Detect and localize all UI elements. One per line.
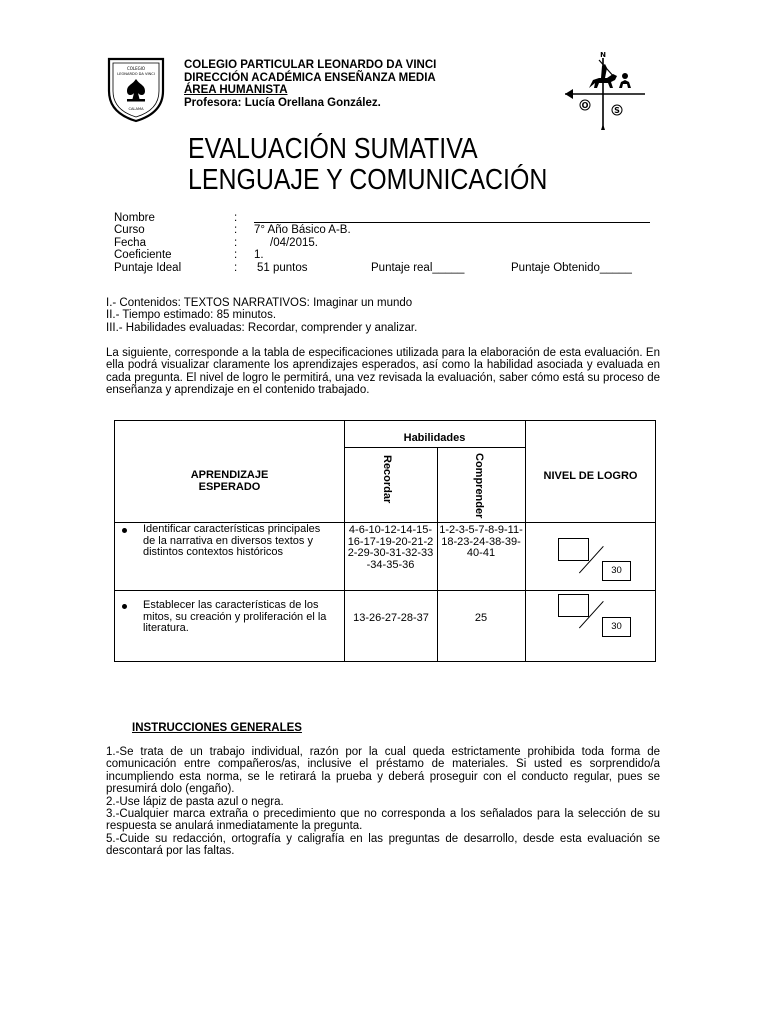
aprendizaje-header [115, 470, 344, 493]
instruction-item: 5.-Cuide su redacción, ortografía y caligrafía en las preguntas de desarrollo, desde esta evaluación se descontará por las faltas. [106, 832, 660, 858]
weather-vane-logo [555, 52, 655, 134]
svg-text:O: O [581, 101, 589, 110]
fecha-label: Fecha [114, 236, 146, 249]
table-divider [344, 447, 525, 448]
instruction-item: 2.-Use lápiz de pasta azul o negra. [106, 795, 284, 808]
recordar-cell: 4-6-10-12-14-15-16-17-19-20-21-22-29-30-31-32-33-34-35-36 [347, 524, 434, 571]
intro-paragraph: La siguiente, corresponde a la tabla de especificaciones utilizada para la elaboración de esta evaluación. En ella podrá visualizar claramente los aprendizajes esperados, así como la habilidad asociada y evaluada en cada pregunta. El nivel de logro le permitirá, una vez revisada la evaluación, saber cómo está su proceso de enseñanza y aprendizaje en el contenido trabajado. [106, 347, 660, 397]
instruction-item: 1.-Se trata de un trabajo individual, razón por la cual queda estrictamente prohibida toda forma de comunicación entre compañeros/as, inclusive el préstamo de materiales. Si usted es sorprendido/a incumpliendo esta norma, se le retirará la prueba y deberá proseguir con el conducto regular, pues se presumirá dolo (engaño). [106, 746, 660, 796]
colon: : [234, 236, 238, 249]
comprender-cell: 1-2-3-5-7-8-9-11-18-23-24-38-39-40-41 [439, 524, 523, 559]
aprendizaje-cell: Establecer las características de los mitos, su creación y proliferación el la literatura. [143, 599, 327, 634]
svg-text:N: N [600, 52, 606, 59]
colon: : [234, 224, 238, 237]
nivel-logro-header: NIVEL DE LOGRO [543, 470, 638, 482]
exam-contents [106, 297, 417, 334]
instructions-list [106, 746, 660, 858]
contents-line: I.- Contenidos: TEXTOS NARRATIVOS: Imaginar un mundo [106, 297, 413, 309]
score-input-box[interactable] [558, 594, 589, 617]
skills-line: III.- Habilidades evaluadas: Recordar, comprender y analizar. [106, 321, 418, 334]
time-line: II.- Tiempo estimado: 85 minutos. [106, 309, 277, 322]
nombre-field-line[interactable] [254, 222, 650, 223]
svg-text:S: S [614, 106, 620, 115]
school-crest-logo [105, 55, 167, 123]
fecha-value: /04/2015. [270, 236, 318, 249]
table-divider [525, 421, 526, 661]
curso-label: Curso [114, 224, 145, 237]
colon: : [234, 261, 238, 274]
puntaje-obtenido: Puntaje Obtenido_____ [511, 261, 632, 274]
academic-direction: DIRECCIÓN ACADÉMICA ENSEÑANZA MEDIA [184, 71, 436, 84]
coeficiente-label: Coeficiente [114, 249, 172, 262]
puntaje-real: Puntaje real_____ [371, 261, 465, 274]
score-total: 30 [602, 617, 631, 637]
svg-text:LEONARDO DA VINCI: LEONARDO DA VINCI [117, 72, 155, 76]
aprendizaje-header-line1: APRENDIZAJE [190, 469, 269, 481]
habilidades-header: Habilidades [403, 432, 466, 444]
bullet-icon [122, 528, 127, 533]
puntaje-ideal-label: Puntaje Ideal [114, 261, 182, 274]
bullet-icon [122, 604, 127, 609]
instructions-heading: INSTRUCCIONES GENERALES [132, 722, 302, 734]
instruction-item: 3.-Cualquier marca extraña o precedimiento que no corresponda a los señalados para la selección de su respuesta se anulará inmediatamente la pregunta. [106, 808, 660, 833]
exam-title [188, 134, 547, 196]
recordar-header: Recordar [381, 455, 393, 504]
area-name: ÁREA HUMANISTA [184, 84, 288, 97]
score-total: 30 [602, 561, 631, 581]
svg-text:COLEGIO: COLEGIO [126, 66, 146, 71]
school-name: COLEGIO PARTICULAR LEONARDO DA VINCI [184, 59, 437, 71]
specification-table [114, 420, 656, 662]
svg-text:CALAMA: CALAMA [128, 107, 144, 111]
table-divider [344, 421, 345, 661]
curso-value: 7° Año Básico A-B. [254, 224, 351, 237]
aprendizaje-cell: Identificar características principales de la narrativa en diversos textos y distintos contextos históricos [143, 523, 321, 558]
nombre-label: Nombre [114, 212, 155, 224]
exam-title-line1: EVALUACIÓN SUMATIVA [188, 133, 478, 165]
exam-title-line2: LENGUAJE Y COMUNICACIÓN [188, 164, 548, 196]
table-divider [115, 590, 655, 591]
table-divider [437, 447, 438, 661]
score-input-box[interactable] [558, 538, 589, 561]
aprendizaje-header-line2: ESPERADO [198, 480, 261, 493]
recordar-cell: 13-26-27-28-37 [353, 612, 429, 624]
puntaje-ideal-value: 51 puntos [257, 261, 308, 274]
coeficiente-value: 1. [254, 249, 264, 262]
teacher-name: Profesora: Lucía Orellana González. [184, 96, 381, 109]
comprender-header: Comprender [473, 453, 485, 519]
colon: : [234, 212, 238, 224]
colon: : [234, 249, 238, 262]
comprender-cell: 25 [474, 612, 488, 624]
school-header [184, 59, 436, 109]
